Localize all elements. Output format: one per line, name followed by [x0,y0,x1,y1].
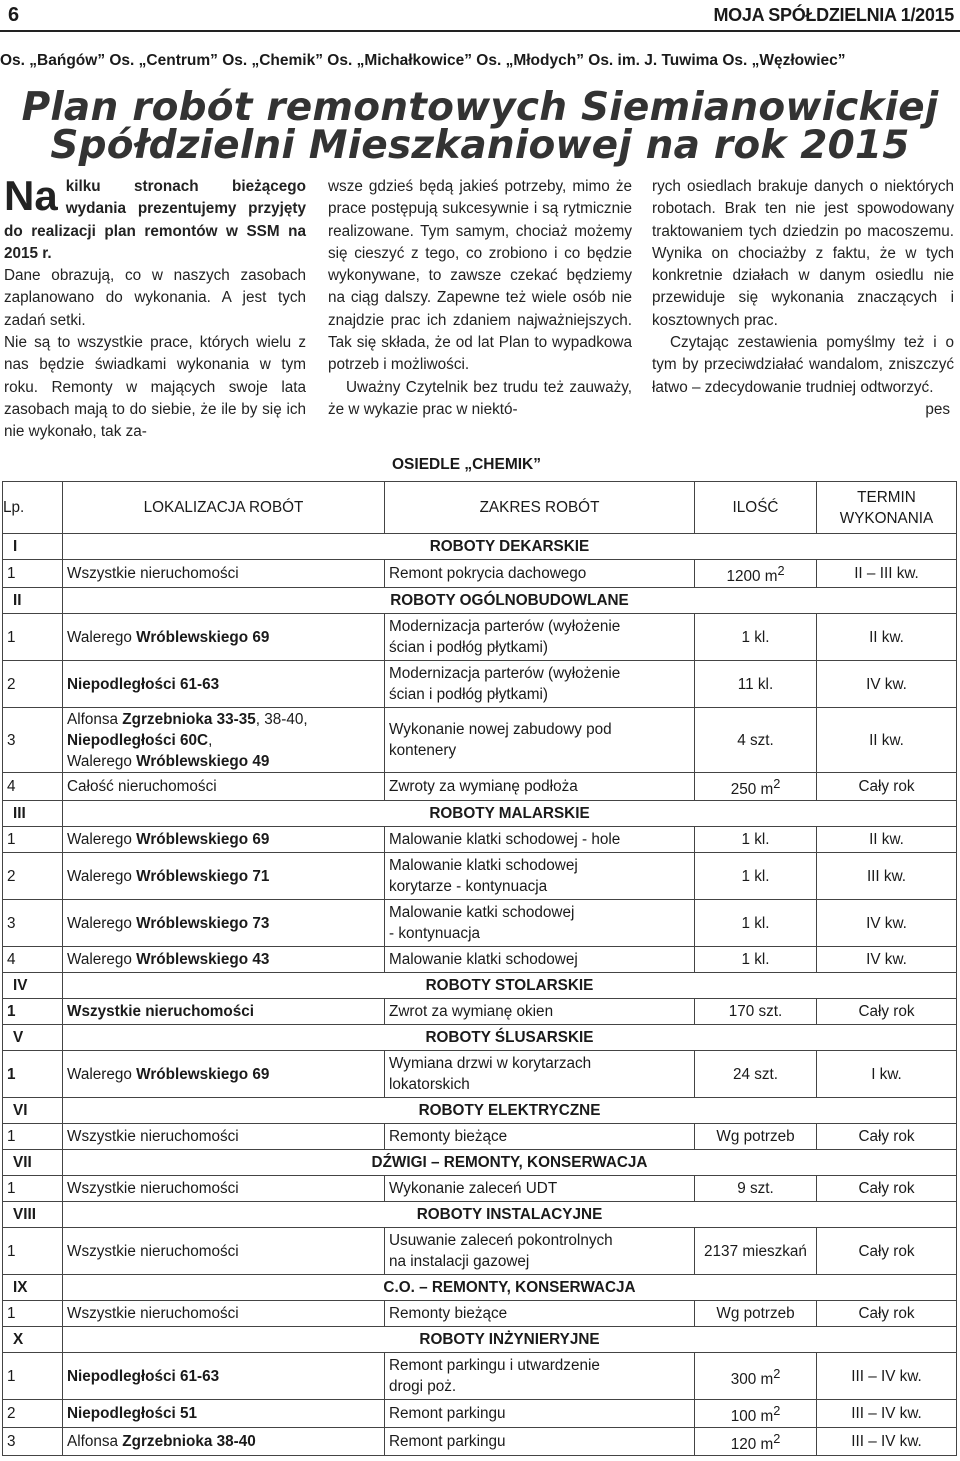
cell-lp: 4 [3,773,63,801]
page-number: 6 [8,4,20,26]
table-row [3,947,957,973]
cell-scope: Zwroty za wymianę podłoża [385,773,695,801]
page-header [0,0,960,32]
qty-unit-sup: 2 [773,776,781,792]
location-suffix: , 38-40, [255,710,308,728]
cell-lp: 3 [3,708,63,773]
cell-qty: 24 szt. [695,1051,817,1098]
location-prefix: Walerego [67,628,137,646]
section-row [3,534,957,560]
location-prefix: Walerego [67,951,137,969]
cell-term: IV kw. [817,947,957,973]
cell-qty: 1 kl. [695,827,817,853]
cell-term: III kw. [817,853,957,900]
scope-line-2: korytarze - kontynuacja [389,878,548,896]
scope-line-1: Remont parkingu i utwardzenie [389,1357,600,1375]
section-name: ROBOTY STOLARSKIE [63,973,957,999]
location-prefix: Walerego [67,867,137,885]
article-title-line2: Spółdzielni Mieszkaniowej na rok 2015 [50,123,910,168]
table-row [3,1301,957,1327]
cell-term: III – IV kw. [817,1400,957,1428]
cell-term: IV kw. [817,900,957,947]
cell-location: Wszystkie nieruchomości [63,560,385,588]
header-location: LOKALIZACJA ROBÓT [63,482,385,534]
cell-location: Wszystkie nieruchomości [63,1176,385,1202]
qty-value: 250 m [730,781,774,799]
cell-scope: Malowanie klatki schodowej - hole [385,827,695,853]
qty-value: 100 m [730,1408,774,1426]
cell-lp: 3 [3,1428,63,1456]
cell-qty [695,560,817,588]
scope-line-2: drogi poż. [389,1378,457,1396]
cell-lp: 2 [3,1400,63,1428]
qty-unit-sup: 2 [777,563,785,578]
scope-line-1: Modernizacja parterów (wyłożenie [389,665,621,683]
cell-term: IV kw. [817,661,957,708]
cell-qty: 1 kl. [695,853,817,900]
cell-scope: Remont pokrycia dachowego [385,560,695,588]
location-suffix: , [208,731,213,749]
cell-term: Cały rok [817,1176,957,1202]
section-number: IX [3,1275,63,1301]
cell-location: Wszystkie nieruchomości [63,1301,385,1327]
estate-heading: OSIEDLE „CHEMIK” [392,456,541,473]
cell-lp: 1 [3,1301,63,1327]
cell-scope: Remonty bieżące [385,1301,695,1327]
repair-plan-table [2,481,957,1456]
location-street: Wróblewskiego 71 [136,867,270,885]
cell-location: Wszystkie nieruchomości [63,1124,385,1150]
scope-line-1: Malowanie katki schodowej [389,904,575,922]
table-row [3,1400,957,1428]
location-street: Niepodległości 61-63 [67,675,220,693]
section-name: ROBOTY DEKARSKIE [63,534,957,560]
cell-qty [695,1400,817,1428]
table-row [3,999,957,1025]
cell-term: Cały rok [817,1124,957,1150]
cell-location [63,999,385,1025]
table-row [3,1176,957,1202]
col2-paragraph-1: wsze gdzieś będą jakieś potrzeby, mimo że prace postępują sukcesywnie i są rytmicznie realizowane. Tym samym, chociaż możemy się cieszyć z tego, co zrobiono i co będzie wykonywane, to zawsze czekać będziemy na ciąg dalszy. Zapewne też wiele osób nie znajdzie prac ich zdaniem najważniejszych. Tak się składa, że od lat Plan to wypadkowa potrzeb i możliwości. [328,178,632,374]
cell-qty: 170 szt. [695,999,817,1025]
cell-term: II kw. [817,708,957,773]
cell-location [63,1400,385,1428]
cell-location [63,827,385,853]
lp-value: 1 [7,1003,16,1021]
qty-unit-sup: 2 [773,1365,781,1381]
cell-scope: Remont parkingu [385,1428,695,1456]
cell-lp: 1 [3,614,63,661]
table-row [3,560,957,588]
section-number: V [3,1025,63,1051]
scope-line-1: Wymiana drzwi w korytarzach [389,1055,592,1073]
section-number: X [3,1327,63,1353]
article-title-line1: Plan robót remontowych Siemianowickiej [21,85,939,130]
section-row [3,1098,957,1124]
location-street: Niepodległości 51 [67,1405,198,1423]
location-prefix: Walerego [67,831,137,849]
cell-qty: 1 kl. [695,947,817,973]
section-row [3,973,957,999]
cell-lp [3,1051,63,1098]
location-street: Wszystkie nieruchomości [67,1003,255,1021]
col3-paragraph-2: Czytając zestawienia pomyślmy też i o tym by przeciwdziałać wandalom, zniszczyć łatwo – zdecydowanie trudniej odtworzyć. [652,334,954,396]
section-number: VI [3,1098,63,1124]
location-street: Wróblewskiego 49 [136,752,270,770]
cell-scope [385,661,695,708]
table-row [3,827,957,853]
scope-line-2: lokatorskich [389,1076,470,1094]
scope-line-2: kontenery [389,742,457,760]
section-name: ROBOTY MALARSKIE [63,801,957,827]
table-row [3,853,957,900]
cell-location [63,1428,385,1456]
cell-lp: 2 [3,853,63,900]
scope-line-1: Malowanie klatki schodowej [389,857,578,875]
cell-location [63,708,385,773]
section-number: VII [3,1150,63,1176]
text-column-3 [652,176,954,421]
section-number: IV [3,973,63,999]
cell-scope: Zwrot za wymianę okien [385,999,695,1025]
cell-scope [385,1228,695,1275]
qty-value: 120 m [730,1436,774,1454]
table-row [3,1124,957,1150]
cell-lp: 1 [3,1176,63,1202]
col1-paragraph-1: Dane obrazują, co w naszych zasobach zaplanowano do wykonania. A jest tych zadań setki. [4,267,306,329]
magazine-title: MOJA SPÓŁDZIELNIA 1/2015 [713,5,954,25]
cell-scope [385,1051,695,1098]
location-street: Wróblewskiego 43 [136,951,270,969]
qty-unit-sup: 2 [773,1403,781,1419]
lead-paragraph [4,172,306,265]
cell-location [63,614,385,661]
cell-lp: 1 [3,560,63,588]
qty-value: 300 m [730,1370,774,1388]
cell-scope: Wykonanie zaleceń UDT [385,1176,695,1202]
lp-value: 1 [7,1065,16,1083]
table-row [3,614,957,661]
cell-scope [385,900,695,947]
location-street: Niepodległości 61-63 [67,1367,220,1385]
table-header-row [3,482,957,534]
cell-qty: 1 kl. [695,614,817,661]
section-name: ROBOTY OGÓLNOBUDOWLANE [63,588,957,614]
cell-location [63,900,385,947]
cell-lp: 1 [3,827,63,853]
text-column-2 [328,176,632,421]
cell-term: II – III kw. [817,560,957,588]
section-row [3,1150,957,1176]
cell-term: II kw. [817,827,957,853]
cell-qty [695,773,817,801]
header-term-1: TERMIN [857,488,916,506]
section-number: VIII [3,1202,63,1228]
table-row [3,773,957,801]
cell-term: Cały rok [817,999,957,1025]
cell-lp: 1 [3,1124,63,1150]
cell-scope: Remont parkingu [385,1400,695,1428]
section-row [3,1202,957,1228]
signature: pes [925,400,950,418]
section-row [3,801,957,827]
section-number: I [3,534,63,560]
cell-qty: 11 kl. [695,661,817,708]
cell-lp: 4 [3,947,63,973]
location-prefix: Walerego [67,1065,137,1083]
location-prefix: Walerego [67,914,137,932]
table-row [3,900,957,947]
section-row [3,1275,957,1301]
cell-qty: 2137 mieszkań [695,1228,817,1275]
scope-line-1: Usuwanie zaleceń pokontrolnych [389,1232,613,1250]
scope-line-1: Modernizacja parterów (wyłożenie [389,618,621,636]
location-street: Zgrzebnioka 33-35 [122,710,256,728]
dropcap: Na [4,172,58,219]
qty-value: 1200 m [726,568,778,586]
cell-location [63,853,385,900]
header-lp: Lp. [3,482,63,534]
section-name: ROBOTY ELEKTRYCZNE [63,1098,957,1124]
section-name: ROBOTY ŚLUSARSKIE [63,1025,957,1051]
cell-lp: 2 [3,661,63,708]
cell-qty [695,1353,817,1400]
location-street: Wróblewskiego 69 [136,628,270,646]
location-prefix: Alfonsa [67,1433,123,1451]
cell-scope [385,1353,695,1400]
cell-location [63,947,385,973]
cell-term: Cały rok [817,1301,957,1327]
cell-qty: 4 szt. [695,708,817,773]
section-row [3,588,957,614]
cell-scope [385,708,695,773]
section-row [3,1025,957,1051]
col3-paragraph-1: rych osiedlach brakuje danych o niektórych robotach. Brak ten nie jest spowodowany traktowaniem tych dziedzin po macoszemu. Wynika on chociażby z faktu, że w tych konkretnie działach w danym osiedlu nie przewiduje się wykonania znaczących i kosztownych prac. [652,178,954,329]
location-prefix: Alfonsa [67,710,123,728]
section-row [3,1327,957,1353]
estates-list: Os. „Bańgów” Os. „Centrum” Os. „Chemik” Os. „Michałkowice” Os. „Młodych” Os. im. J. Tuwima Os. „Węzłowiec” [0,52,846,69]
table-row [3,661,957,708]
table-row [3,708,957,773]
scope-line-2: na instalacji gazowej [389,1253,530,1271]
col1-paragraph-2: Nie są to wszystkie prace, których wielu z nas będzie świadkami wykonania w tym roku. Remonty w mających swoje lata zasobach mają to do siebie, że ile by się ich nie wykonało, tak za- [4,334,306,441]
cell-qty: 9 szt. [695,1176,817,1202]
header-scope: ZAKRES ROBÓT [385,482,695,534]
cell-term: III – IV kw. [817,1428,957,1456]
section-name: DŹWIGI – REMONTY, KONSERWACJA [63,1150,957,1176]
location-street: Wróblewskiego 69 [136,831,270,849]
header-qty: ILOŚĆ [695,482,817,534]
cell-location [63,1051,385,1098]
section-number: II [3,588,63,614]
header-term [817,482,957,534]
location-street: Zgrzebnioka 38-40 [122,1433,256,1451]
section-name: ROBOTY INSTALACYJNE [63,1202,957,1228]
cell-scope: Malowanie klatki schodowej [385,947,695,973]
scope-line-2: ścian i podłóg płytkami) [389,639,548,657]
cell-qty [695,1428,817,1456]
cell-term: Cały rok [817,1228,957,1275]
cell-term: I kw. [817,1051,957,1098]
cell-location [63,661,385,708]
table-row [3,1228,957,1275]
scope-line-1: Wykonanie nowej zabudowy pod [389,721,612,739]
table-row [3,1353,957,1400]
lead-text: kilku stronach bieżącego wydania prezentujemy przyjęty do realizacji plan remontów w SSM na 2015 r. [4,178,306,262]
header-term-2: WYKONANIA [839,509,934,527]
cell-term: III – IV kw. [817,1353,957,1400]
cell-scope: Remonty bieżące [385,1124,695,1150]
cell-lp [3,999,63,1025]
table-row [3,1428,957,1456]
cell-scope [385,853,695,900]
section-name: C.O. – REMONTY, KONSERWACJA [63,1275,957,1301]
location-street: Wróblewskiego 69 [136,1065,270,1083]
location-street: Wróblewskiego 73 [136,914,270,932]
qty-unit-sup: 2 [773,1431,781,1447]
location-prefix: Walerego [67,752,137,770]
cell-location: Wszystkie nieruchomości [63,1228,385,1275]
text-column-1 [4,172,306,444]
section-number: III [3,801,63,827]
cell-lp: 1 [3,1228,63,1275]
location-street: Niepodległości 60C [67,731,209,749]
cell-lp: 1 [3,1353,63,1400]
scope-line-2: - kontynuacja [389,925,480,943]
cell-scope [385,614,695,661]
cell-qty: Wg potrzeb [695,1124,817,1150]
section-name: ROBOTY INŻYNIERYJNE [63,1327,957,1353]
cell-term: II kw. [817,614,957,661]
cell-location: Całość nieruchomości [63,773,385,801]
cell-qty: Wg potrzeb [695,1301,817,1327]
cell-location [63,1353,385,1400]
col2-paragraph-2: Uważny Czytelnik bez trudu też zauważy, że w wykazie prac w niektó- [328,378,632,418]
cell-term: Cały rok [817,773,957,801]
scope-line-2: ścian i podłóg płytkami) [389,686,548,704]
cell-lp: 3 [3,900,63,947]
cell-qty: 1 kl. [695,900,817,947]
table-row [3,1051,957,1098]
